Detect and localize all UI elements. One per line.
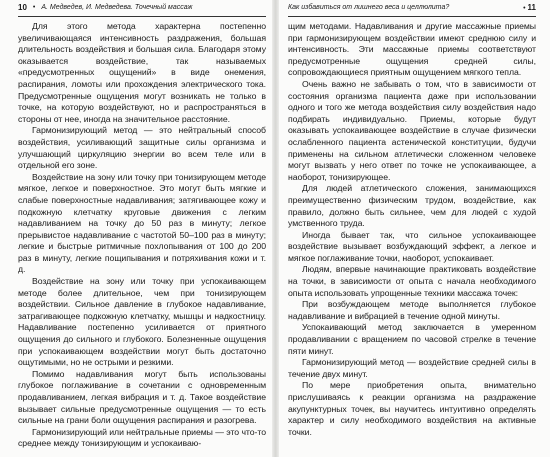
right-paragraph: щим методами. Надавливания и другие массажные приемы при гармонизирующем воздействии имеют среднюю силу и интенсивность. Эти массажные приемы соответствуют предусмотренные ощущения средней силы, сопровождающиеся приятным ощущением мягкого тепла.	[288, 21, 536, 78]
right-paragraph: Гармонизирующий метод — воздействие средней силы в течение двух минут.	[288, 357, 536, 379]
left-page-header	[18, 0, 266, 17]
left-page-number: 10	[18, 3, 27, 12]
right-paragraph: Иногда бывает так, что сильное успокаивающее воздействие вызывает возбуждающий эффект, а легкое и мягкое поглаживание точки, наоборот, успокаивает.	[288, 229, 536, 263]
right-page-number: 11	[527, 3, 536, 12]
left-page-body	[18, 21, 266, 450]
page-gutter	[272, 0, 279, 457]
right-paragraph: По мере приобретения опыта, внимательно прислушиваясь к реакции организма на раздражение акупунктурных точек, вы научитесь интуитивно определять характер и силу необходимого воздействия на активные точки.	[288, 380, 536, 437]
right-page-body	[288, 21, 536, 438]
right-paragraph: При возбуждающем методе выполняется глубокое надавливание и вибрацией в течение одной минуты.	[288, 299, 536, 321]
right-paragraph: Для людей атлетического сложения, занимающихся преимущественно физическим трудом, воздействие, как правило, должно быть сильнее, чем для людей с худой умственного труда.	[288, 183, 536, 229]
right-header-bullet: •	[523, 5, 526, 12]
left-running-head: А. Медведев, И. Медведева. Точечный массаж	[41, 4, 193, 11]
right-paragraph: Очень важно не забывать о том, что в зависимости от состояния организма пациента даже при использовании одного и того же метода воздействия силу воздействия надо подбирать индивидуально. Приемы, которые будут оказывать успокаивающее воздействие в случае физически ослабленного пациента астенической конституции, будучи применены на сильном атлетически сложенном человеке могут вызвать у него ответ по точке не успокаивающее, а наоборот, тонизирующее.	[288, 78, 536, 182]
right-running-head: Как избавиться от лишнего веса и целлюлита?	[288, 4, 450, 11]
left-paragraph: Воздействие на зону или точку при успокаивающем методе более длительное, чем при тонизирующем воздействии. Сильное давление в глубокое надавливание, затрагивающее подкожную клетчатку, мышцы и надкостницу. Надавливание постепенно усиливается от приятного ощущения до сильного и глубокого. Болезненные ощущения при успокаивающем воздействии могут быть достаточно ощутимыми, но не острыми и резкими.	[18, 276, 266, 368]
right-page	[279, 0, 550, 457]
left-page	[0, 0, 272, 457]
left-paragraph: Гармонизирующий метод — это нейтральный способ воздействия, усиливающий защитные силы организма и улучшающий циркуляцию энергии во всем теле или в отдельной его зоне.	[18, 125, 266, 171]
left-paragraph: Помимо надавливания могут быть использованы глубокое поглаживание в сочетании с одновременным продавливанием, легкая вибрация и т. д. Такое воздействие вызывает сильные предусмотренные ощущения — то есть сильные на грани боли ощущения распирания и разогрева.	[18, 368, 266, 426]
left-paragraph: Для этого метода характерна постепенно увеличивающаяся интенсивность раздражения, большая длительность воздействия и большая сила. Благодаря этому оказывается воздействие, так называемых «предусмотренных ощущений» в виде онемения, распирания, ломоты или прохождения электрического тока. Предусмотренные ощущения могут возникать не только в точке, на которую воздействуют, но и распространяться в стороны от нее, иногда на значительное расстояние.	[18, 21, 266, 124]
right-page-header	[288, 0, 536, 17]
right-paragraph: Людям, впервые начинающие практиковать воздействие на точки, в зависимости от опыта с начала необходимого опыта использовать упрощенные техники массажа точек:	[288, 264, 536, 298]
left-header-bullet: •	[32, 4, 36, 11]
left-paragraph: Воздействие на зону или точку при тонизирующем методе мягкое, легкое и поверхностное. Это могут быть мягкие и слабые поверхностные надавливания; затягивающее кожу и подкожную клетчатку круговые движения с легким надавливанием на точку до 50 раз в минуту; легкое прерывистое надавливание с частотой 50–100 раз в минуту; легкие и быстрые ритмичные похлопывания от 100 до 200 раз в минуту, легкие пощипывания и потряхивания кожи и т. д.	[18, 171, 266, 275]
right-paragraph: Успокаивающий метод заключается в умеренном продавливании с вращением по часовой стрелке в течение пяти минут.	[288, 322, 536, 356]
left-paragraph: Гармонизирующий или нейтральные приемы — это что-то среднее между тонизирующим и успокаиваю-	[18, 426, 266, 449]
